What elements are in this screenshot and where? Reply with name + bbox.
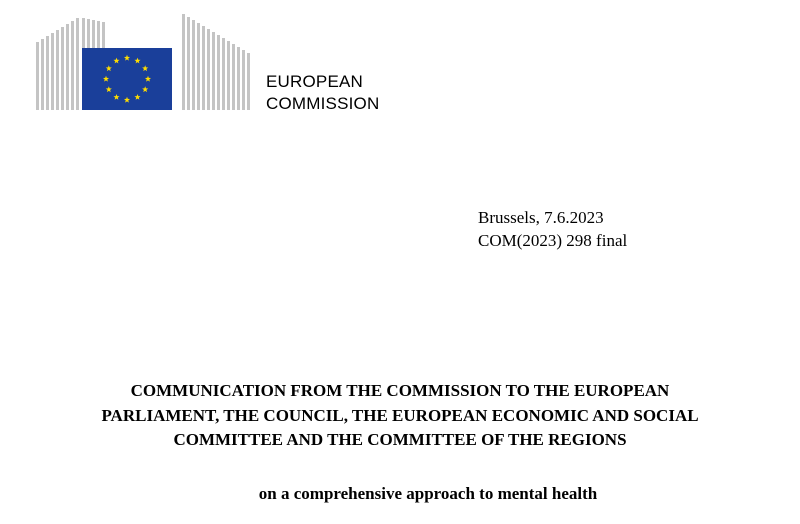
building-stripe (247, 53, 250, 110)
building-stripe (92, 20, 95, 48)
building-stripe (197, 23, 200, 110)
org-name-line1: EUROPEAN (266, 72, 364, 91)
building-stripe (217, 35, 220, 110)
document-reference: COM(2023) 298 final (478, 231, 628, 250)
building-stripe (242, 50, 245, 110)
building-stripe (51, 33, 54, 110)
building-stripe (66, 24, 69, 110)
building-stripe (102, 22, 105, 48)
title-line3: COMMITTEE AND THE COMMITTEE OF THE REGIONS (173, 430, 627, 449)
building-stripe (227, 41, 230, 110)
document-subtitle: on a comprehensive approach to mental health (258, 484, 598, 503)
building-stripe (237, 47, 240, 110)
building-stripe (41, 39, 44, 110)
building-stripe (71, 21, 74, 110)
building-stripe (212, 32, 215, 110)
building-stripe (232, 44, 235, 110)
eu-flag (82, 48, 172, 110)
building-stripe (36, 42, 39, 110)
document-meta (478, 206, 627, 252)
building-stripe (187, 17, 190, 110)
building-stripe (76, 18, 79, 110)
eu-flag-berlaymont-logo-icon (32, 8, 257, 118)
european-commission-logo (32, 8, 257, 118)
building-stripe (202, 26, 205, 110)
building-stripe (82, 18, 85, 48)
building-stripe (97, 21, 100, 48)
title-line2: PARLIAMENT, THE COUNCIL, THE EUROPEAN ECONOMIC AND SOCIAL (101, 405, 699, 425)
building-stripe (182, 14, 185, 110)
place-date: Brussels, 7.6.2023 (478, 208, 604, 227)
org-name-line2: COMMISSION (266, 94, 380, 113)
building-stripe (46, 36, 49, 110)
building-stripe (87, 19, 90, 48)
building-stripe (61, 27, 64, 110)
building-stripe (222, 38, 225, 110)
building-stripe (192, 20, 195, 110)
organization-name (266, 71, 379, 115)
building-stripe (207, 29, 210, 110)
document-title (0, 379, 800, 453)
building-stripe (56, 30, 59, 110)
title-line1: COMMUNICATION FROM THE COMMISSION TO THE EUROPEAN (130, 381, 670, 400)
